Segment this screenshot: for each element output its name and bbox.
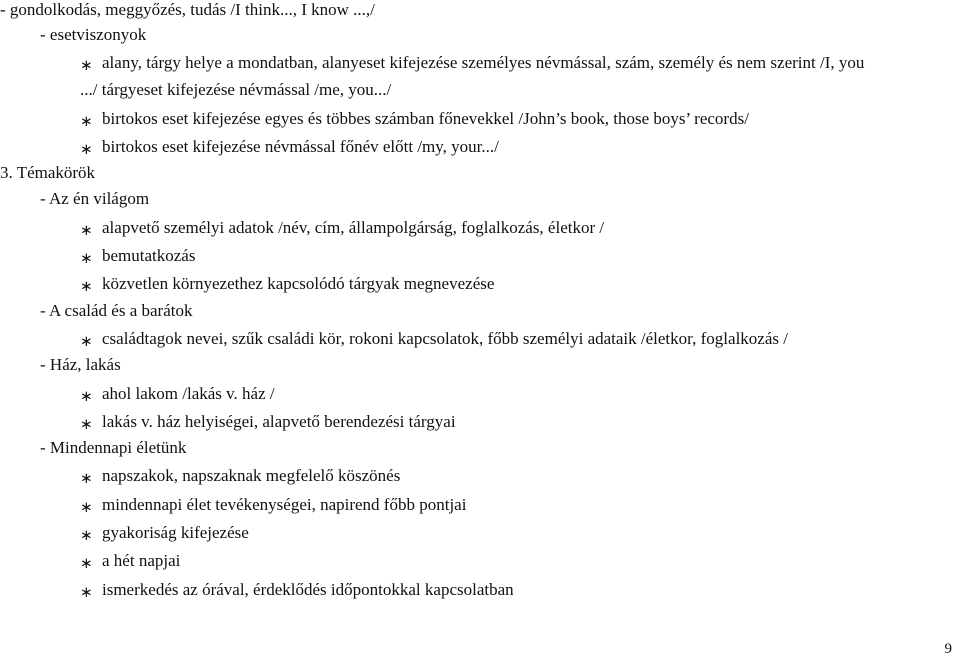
list-item: közvetlen környezethez kapcsolódó tárgyak megnevezése <box>102 274 495 293</box>
list-item: bemutatkozás <box>102 246 196 265</box>
section-heading: - A család és a barátok <box>40 301 193 320</box>
page-number: 9 <box>944 641 952 657</box>
bullet-star-icon: ∗ <box>80 526 93 544</box>
bullet-star-icon: ∗ <box>80 498 93 516</box>
bullet-star-icon: ∗ <box>80 221 93 239</box>
bullet-star-icon: ∗ <box>80 469 93 487</box>
section-heading: - Ház, lakás <box>40 355 121 374</box>
list-item: mindennapi élet tevékenységei, napirend főbb pontjai <box>102 495 467 514</box>
list-item: a hét napjai <box>102 551 181 570</box>
list-item: birtokos eset kifejezése egyes és többes számban főnevekkel /John’s book, those boys’ records/ <box>102 109 749 128</box>
chapter-heading: 3. Témakörök <box>0 163 96 182</box>
bullet-star-icon: ∗ <box>80 332 93 350</box>
section-heading: - esetviszonyok <box>40 25 147 44</box>
bullet-star-icon: ∗ <box>80 277 93 295</box>
list-item: gyakoriság kifejezése <box>102 523 249 542</box>
bullet-star-icon: ∗ <box>80 554 93 572</box>
bullet-star-icon: ∗ <box>80 112 93 130</box>
bullet-star-icon: ∗ <box>80 140 93 158</box>
list-item: lakás v. ház helyiségei, alapvető berendezési tárgyai <box>102 412 456 431</box>
bullet-star-icon: ∗ <box>80 583 93 601</box>
bullet-star-icon: ∗ <box>80 249 93 267</box>
section-heading: - Az én világom <box>40 189 150 208</box>
list-item: ismerkedés az órával, érdeklődés időpontokkal kapcsolatban <box>102 580 514 599</box>
section-heading: - Mindennapi életünk <box>40 438 187 457</box>
list-item: alapvető személyi adatok /név, cím, állampolgárság, foglalkozás, életkor / <box>102 218 605 237</box>
bullet-star-icon: ∗ <box>80 56 93 74</box>
bullet-star-icon: ∗ <box>80 387 93 405</box>
text-line: - gondolkodás, meggyőzés, tudás /I think..., I know ...,/ <box>0 0 375 19</box>
bullet-star-icon: ∗ <box>80 415 93 433</box>
list-item-continuation: .../ tárgyeset kifejezése névmással /me, you.../ <box>80 80 392 99</box>
list-item: birtokos eset kifejezése névmással főnév előtt /my, your.../ <box>102 137 499 156</box>
list-item: családtagok nevei, szűk családi kör, rokoni kapcsolatok, főbb személyi adataik /életkor, foglalkozás / <box>102 329 788 348</box>
list-item: ahol lakom /lakás v. ház / <box>102 384 275 403</box>
list-item: napszakok, napszaknak megfelelő köszönés <box>102 466 401 485</box>
list-item: alany, tárgy helye a mondatban, alanyeset kifejezése személyes névmással, szám, személy és nem szerint /I, you <box>102 53 865 72</box>
